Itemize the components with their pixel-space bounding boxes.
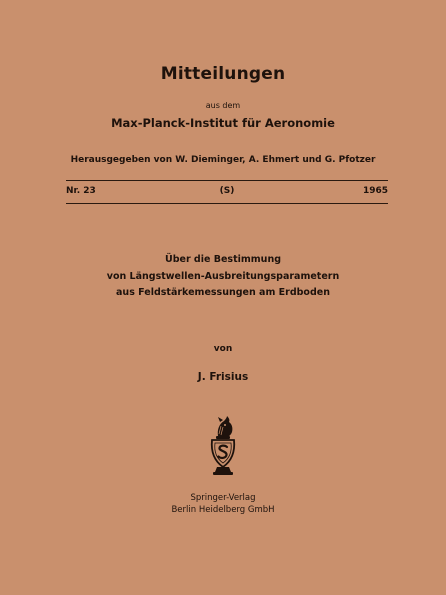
springer-chess-knight-logo-icon — [204, 414, 242, 478]
work-title-line-1: Über die Bestimmung — [164, 254, 282, 265]
author-preposition: von — [213, 344, 233, 354]
publisher-name: Springer-Verlag — [190, 493, 256, 503]
author-name: J. Frisius — [197, 371, 249, 383]
series-preposition: aus dem — [205, 101, 241, 110]
issue-number: Nr. 23 — [66, 186, 96, 196]
publisher-location: Berlin Heidelberg GmbH — [171, 505, 275, 515]
issue-year: 1965 — [362, 186, 388, 196]
top-rule — [66, 180, 388, 181]
issue-meta-row — [66, 186, 388, 200]
institute-name: Max-Planck-Institut für Aeronomie — [111, 116, 335, 130]
editors-line: Herausgegeben von W. Dieminger, A. Ehmert und G. Pfotzer — [70, 155, 376, 165]
work-title-line-2: von Längstwellen-Ausbreitungsparametern — [106, 271, 340, 282]
series-title: Mitteilungen — [160, 64, 286, 84]
series-letter: (S) — [219, 186, 235, 196]
bottom-rule — [66, 203, 388, 204]
work-title-line-3: aus Feldstärkemessungen am Erdboden — [116, 287, 330, 298]
